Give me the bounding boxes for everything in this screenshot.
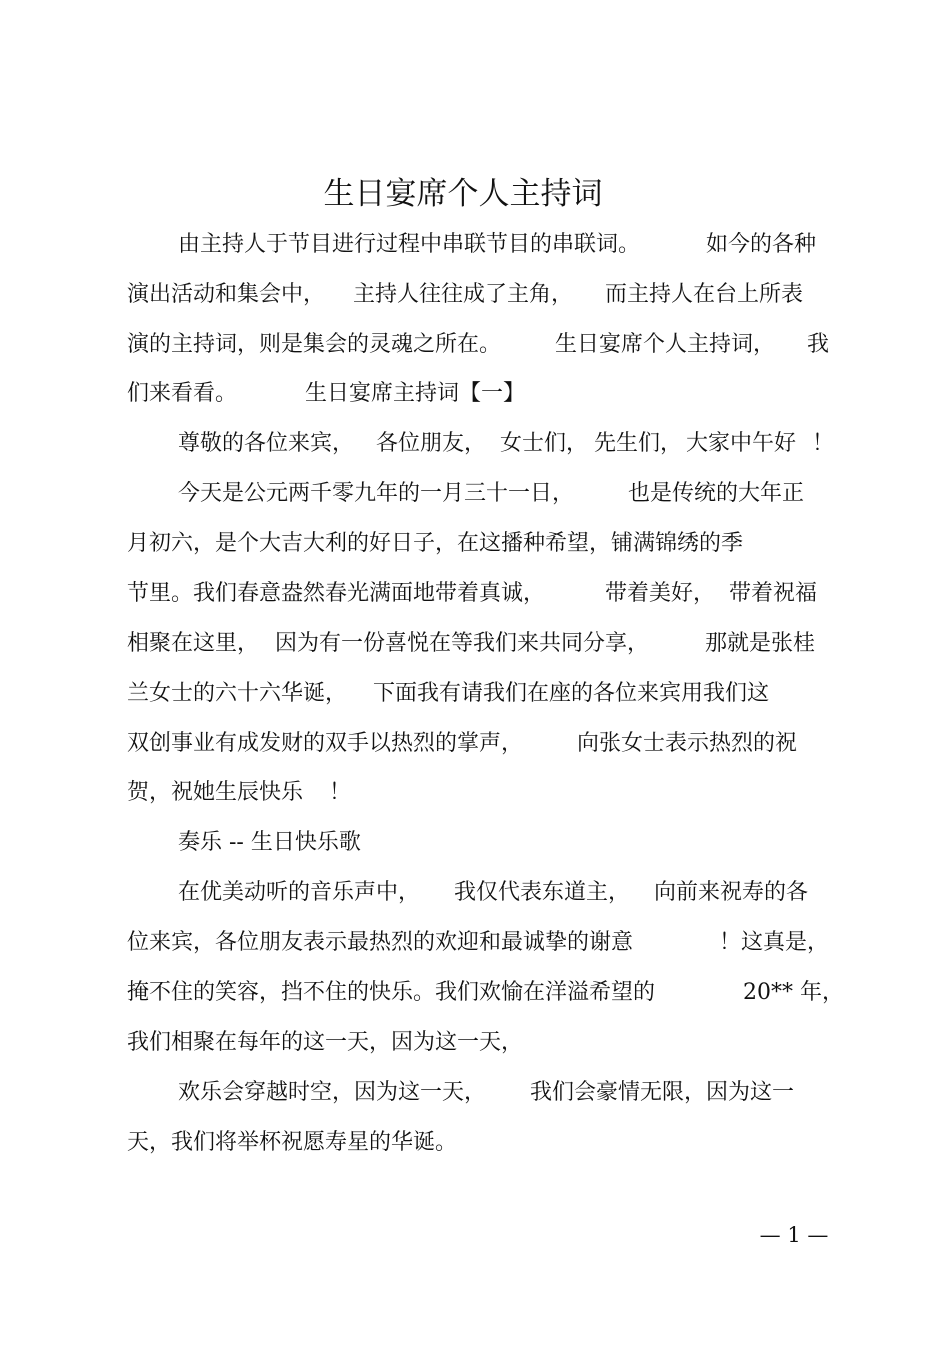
text-segment: 带着祝福	[729, 581, 818, 606]
text-line	[127, 377, 837, 411]
text-segment: 欢乐会穿越时空，因为这一天，	[178, 1080, 487, 1105]
text-segment: 我	[807, 332, 830, 357]
text-segment: 相聚在这里，	[127, 631, 260, 656]
text-segment: 们来看看。	[127, 381, 238, 406]
text-line	[127, 926, 837, 960]
text-segment: 生日宴席个人主持词，	[555, 332, 776, 357]
text-line	[127, 1026, 837, 1060]
text-line	[178, 477, 838, 511]
text-line	[127, 976, 844, 1010]
text-line	[127, 278, 837, 312]
text-segment: ！	[329, 780, 352, 805]
text-segment: 由主持人于节目进行过程中串联节目的串联词。	[178, 232, 641, 257]
text-segment: 天，我们将举杯祝愿寿星的华诞。	[127, 1130, 458, 1155]
text-segment: 生日宴席主持词【一】	[305, 381, 526, 406]
text-segment: 20** 年，	[743, 980, 844, 1005]
text-line	[127, 776, 837, 810]
text-segment: 兰女士的六十六华诞，	[127, 681, 348, 706]
text-segment: 主持人往往成了主角，	[353, 282, 574, 307]
text-segment: 尊敬的各位来宾，	[178, 431, 355, 456]
text-segment: 下面我有请我们在座的各位来宾用我们这	[373, 681, 770, 706]
document-title: 生日宴席个人主持词	[323, 176, 603, 212]
text-segment: 因为有一份喜悦在等我们来共同分享，	[275, 631, 650, 656]
text-line	[127, 527, 837, 561]
text-line	[127, 577, 837, 611]
text-segment: 节里。我们春意盎然春光满面地带着真诚，	[127, 581, 546, 606]
text-segment: 而主持人在台上所表	[605, 282, 804, 307]
text-segment: 也是传统的大年正	[628, 481, 805, 506]
text-line	[178, 427, 838, 461]
text-segment: 那就是张桂	[705, 631, 816, 656]
text-line	[127, 677, 837, 711]
text-line	[127, 727, 837, 761]
text-line	[127, 328, 837, 362]
text-segment: 掩不住的笑容，挡不住的快乐。我们欢愉在洋溢希望的	[127, 980, 656, 1005]
text-line	[127, 627, 837, 661]
text-segment: 演出活动和集会中，	[127, 282, 326, 307]
text-line	[178, 228, 838, 262]
text-segment: 贺，祝她生辰快乐	[127, 780, 304, 805]
text-segment: 奏乐 -- 生日快乐歌	[178, 830, 361, 855]
text-segment: ！这真是，	[719, 930, 830, 955]
text-line	[178, 1076, 838, 1110]
page-number: — 1 —	[759, 1223, 829, 1247]
text-segment: 如今的各种	[706, 232, 817, 257]
text-line	[127, 1126, 837, 1160]
text-segment: 双创事业有成发财的双手以热烈的掌声，	[127, 731, 524, 756]
text-segment: 我仅代表东道主，	[454, 880, 631, 905]
text-segment: 大家中午好	[686, 431, 797, 456]
text-segment: 带着美好，	[605, 581, 716, 606]
text-segment: 向张女士表示热烈的祝	[577, 731, 798, 756]
text-segment: 演的主持词，则是集会的灵魂之所在。	[127, 332, 502, 357]
text-line	[178, 876, 838, 910]
text-segment: 我们会豪情无限，因为这一	[530, 1080, 795, 1105]
text-segment: ！	[812, 431, 835, 456]
text-segment: 先生们，	[594, 431, 683, 456]
text-segment: 在优美动听的音乐声中，	[178, 880, 421, 905]
text-segment: 各位朋友，	[376, 431, 487, 456]
text-segment: 月初六，是个大吉大利的好日子，在这播种希望，铺满锦绣的季	[127, 531, 744, 556]
text-line	[178, 826, 838, 860]
text-segment: 女士们，	[500, 431, 589, 456]
text-segment: 位来宾，各位朋友表示最热烈的欢迎和最诚挚的谢意	[127, 930, 634, 955]
text-segment: 今天是公元两千零九年的一月三十一日，	[178, 481, 575, 506]
text-segment: 向前来祝寿的各	[654, 880, 809, 905]
text-segment: 我们相聚在每年的这一天，因为这一天，	[127, 1030, 524, 1055]
